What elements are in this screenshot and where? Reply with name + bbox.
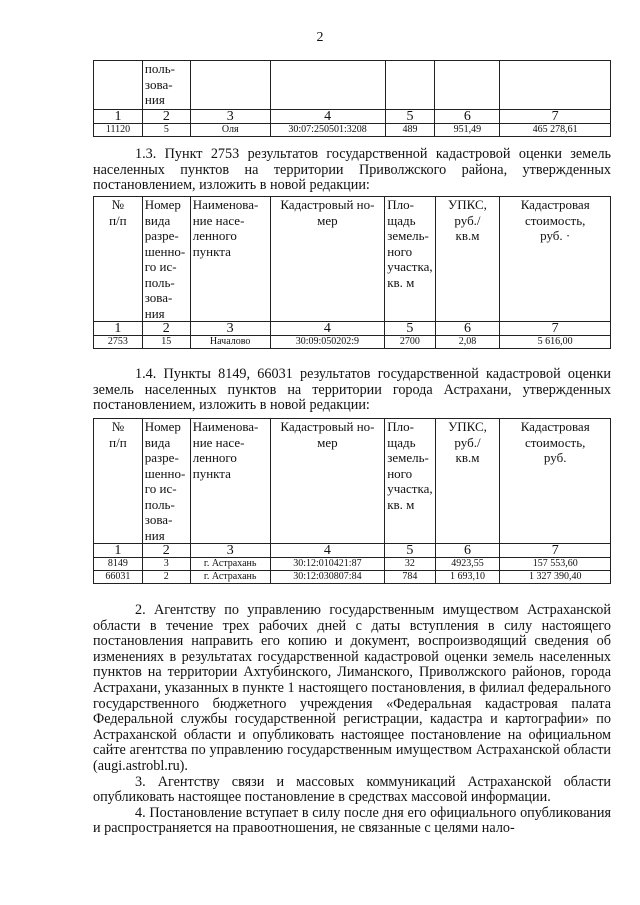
header-cell: Наименова- ние насе- ленного пункта [190,419,270,544]
header-cell: Кадастровая стоимость, руб. · [500,197,611,322]
header-cell: Пло- щадь земель- ного участка, кв. м [385,197,435,322]
paragraph-3: 3. Агентству связи и массовых коммуникаций Астраханской области опубликовать настоящее постановление в средствах массовой информации. [93,773,611,806]
table-points-8149-66031 [93,418,611,584]
table-row: 8149 3 г. Астрахань 30:12:010421:87 32 4923,55 157 553,60 [94,558,611,571]
header-cell: УПКС, руб./ кв.м [435,197,500,322]
paragraph-2: 2. Агентству по управлению государственным имуществом Астраханской области в течение трех рабочих дней с даты вступления в силу настоящего постановления направить его копию и документ, воспроизводящий сведения об изменениях в результатах государственной кадастровой оценки земель населенных пунктов на территории Ахтубинского, Лиманского, Приволжского районов, города Астрахани, указанных в пункте 1 настоящего постановления, в филиал федерального государственного бюджетного учреждения «Федеральная кадастровая палата Федеральной службы государственной регистрации, кадастра и картографии» по Астраханской области и опубликовать настоящее постановление на официальном сайте агентства по управлению государственным имуществом Астраханской области (augi.astrobl.ru). [93,602,611,774]
header-remnant-row [94,61,611,110]
header-row [94,197,611,322]
header-cell: Номер вида разре- шенно- го ис- поль- зова- ния [142,197,190,322]
paragraph-1-3: 1.3. Пункт 2753 результатов государственной кадастровой оценки земель населенных пунктов на территории Приволжского района, утвержденных постановлением, изложить в новой редакции: [93,146,611,194]
column-number-row: 1 2 3 4 5 6 7 [94,110,611,124]
table-point-2753 [93,196,611,349]
table-row: 2753 15 Началово 30:09:050202:9 2700 2,08 5 616,00 [94,336,611,349]
header-cell: Кадастровый но- мер [270,197,385,322]
page-number: 2 [316,30,324,45]
table-row: 66031 2 г. Астрахань 30:12:030807:84 784 1 693,10 1 327 390,40 [94,571,611,584]
header-row [94,419,611,544]
header-cell: Кадастровый но- мер [270,419,385,544]
column-number-row: 1 2 3 4 5 6 7 [94,322,611,336]
table-row: 11120 5 Оля 30:07:250501:3208 489 951,49 465 278,61 [94,124,611,137]
header-cell: поль- зова- ния [142,61,190,110]
header-cell: УПКС, руб./ кв.м [435,419,500,544]
header-cell: Наименова- ние насе- ленного пункта [190,197,270,322]
paragraph-4: 4. Постановление вступает в силу после дня его официального опубликования и распространяется на правоотношения, не связанные с целями нало- [93,804,611,837]
header-cell: Номер вида разре- шенно- го ис- поль- зова- ния [142,419,190,544]
body-paragraphs [93,603,611,837]
header-cell: Кадастровая стоимость, руб. [500,419,611,544]
paragraph-1-4: 1.4. Пункты 8149, 66031 результатов государственной кадастровой оценки земель населенных пунктов на территории города Астрахани, утвержденных постановлением, изложить в новой редакции: [93,366,611,414]
table-continuation [93,60,611,137]
header-cell: № п/п [94,197,143,322]
column-number-row: 1 2 3 4 5 6 7 [94,544,611,558]
header-cell: № п/п [94,419,143,544]
header-cell: Пло- щадь земель- ного участка, кв. м [385,419,435,544]
